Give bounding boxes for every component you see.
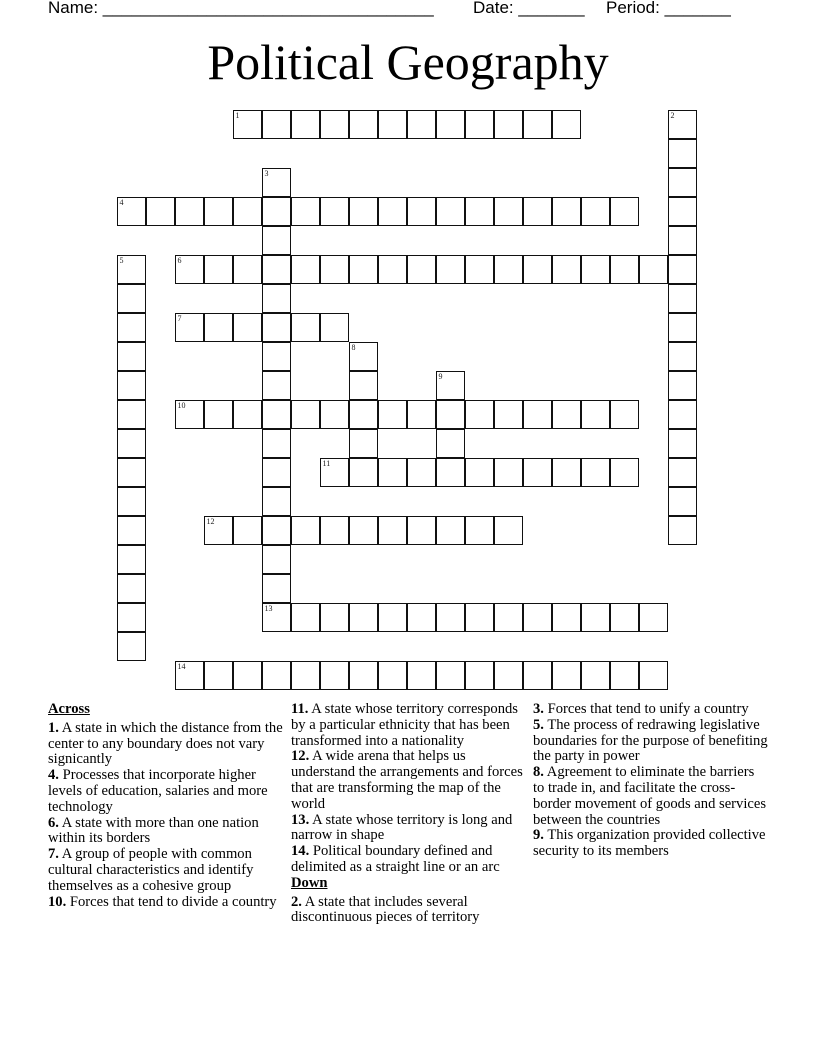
crossword-cell[interactable] — [117, 342, 146, 371]
crossword-cell[interactable] — [639, 661, 668, 690]
clue-number: 7 — [177, 313, 182, 323]
period-field-label[interactable]: Period: _______ — [606, 0, 731, 17]
crossword-cell[interactable] — [523, 603, 552, 632]
clue-across-6: 6. A state with more than one nation within its borders — [48, 814, 259, 847]
crossword-cell[interactable] — [668, 255, 697, 284]
crossword-cell[interactable] — [523, 661, 552, 690]
crossword-cell[interactable] — [552, 255, 581, 284]
crossword-cell[interactable] — [581, 603, 610, 632]
clue-across-4: 4. Processes that incorporate higher levels of education, salaries and more technology — [48, 767, 268, 815]
crossword-cell[interactable] — [378, 255, 407, 284]
crossword-cell[interactable] — [436, 661, 465, 690]
crossword-cell[interactable] — [320, 313, 349, 342]
clue-number: 3 — [264, 168, 269, 178]
crossword-cell[interactable] — [494, 197, 523, 226]
crossword-cell[interactable] — [668, 342, 697, 371]
crossword-cell[interactable] — [175, 400, 204, 429]
crossword-cell[interactable] — [262, 371, 291, 400]
crossword-cell[interactable] — [175, 313, 204, 342]
crossword-cell[interactable] — [262, 342, 291, 371]
crossword-cell[interactable] — [349, 429, 378, 458]
crossword-cell[interactable] — [233, 255, 262, 284]
crossword-cell[interactable] — [436, 516, 465, 545]
crossword-cell[interactable] — [320, 197, 349, 226]
crossword-cell[interactable] — [262, 516, 291, 545]
crossword-cell[interactable] — [552, 661, 581, 690]
crossword-cell[interactable] — [610, 255, 639, 284]
crossword-cell[interactable] — [465, 110, 494, 139]
crossword-cell[interactable] — [291, 110, 320, 139]
down-heading: Down — [291, 874, 328, 891]
crossword-cell[interactable] — [291, 661, 320, 690]
crossword-cell[interactable] — [610, 661, 639, 690]
crossword-cell[interactable] — [581, 458, 610, 487]
crossword-cell[interactable] — [523, 400, 552, 429]
clue-down-8: 8. Agreement to eliminate the barriers to trade in, and facilitate the cross-border movement of goods and services between the countries — [533, 764, 767, 828]
crossword-cell[interactable] — [378, 197, 407, 226]
crossword-cell[interactable] — [407, 110, 436, 139]
crossword-cell[interactable] — [465, 458, 494, 487]
crossword-cell[interactable] — [494, 400, 523, 429]
crossword-cell[interactable] — [378, 661, 407, 690]
across-heading: Across — [48, 701, 90, 717]
crossword-cell[interactable] — [262, 661, 291, 690]
crossword-cell[interactable] — [117, 313, 146, 342]
crossword-cell[interactable] — [320, 603, 349, 632]
crossword-cell[interactable] — [320, 400, 349, 429]
clue-number: 2 — [670, 110, 675, 120]
crossword-cell[interactable] — [378, 400, 407, 429]
crossword-cell[interactable] — [349, 371, 378, 400]
crossword-cell[interactable] — [407, 197, 436, 226]
crossword-cell[interactable] — [291, 313, 320, 342]
crossword-cell[interactable] — [581, 661, 610, 690]
clue-number: 13 — [264, 603, 273, 613]
crossword-cell[interactable] — [117, 516, 146, 545]
crossword-cell[interactable] — [407, 458, 436, 487]
crossword-cell[interactable] — [494, 110, 523, 139]
crossword-cell[interactable] — [668, 400, 697, 429]
crossword-cell[interactable] — [204, 197, 233, 226]
crossword-cell[interactable] — [117, 429, 146, 458]
crossword-cell[interactable] — [262, 197, 291, 226]
crossword-cell[interactable] — [262, 574, 291, 603]
crossword-cell[interactable] — [523, 458, 552, 487]
crossword-cell[interactable] — [320, 110, 349, 139]
crossword-cell[interactable] — [291, 400, 320, 429]
crossword-cell[interactable] — [436, 429, 465, 458]
crossword-cell[interactable] — [465, 255, 494, 284]
crossword-cell[interactable] — [349, 661, 378, 690]
crossword-cell[interactable] — [465, 603, 494, 632]
crossword-cell[interactable] — [117, 574, 146, 603]
crossword-cell[interactable] — [378, 516, 407, 545]
crossword-cell[interactable] — [610, 400, 639, 429]
clue-number: 14 — [177, 661, 186, 671]
crossword-cell[interactable] — [233, 516, 262, 545]
crossword-cell[interactable] — [233, 661, 262, 690]
clue-number: 11 — [322, 458, 331, 468]
crossword-cell[interactable] — [262, 255, 291, 284]
crossword-cell[interactable] — [320, 661, 349, 690]
crossword-cell[interactable] — [262, 603, 291, 632]
crossword-cell[interactable] — [117, 284, 146, 313]
crossword-cell[interactable] — [117, 487, 146, 516]
crossword-cell[interactable] — [407, 516, 436, 545]
crossword-cell[interactable] — [175, 661, 204, 690]
clue-across-13: 13. A state whose territory is long and narrow in shape — [291, 811, 513, 844]
crossword-cell[interactable] — [668, 458, 697, 487]
crossword-cell[interactable] — [494, 255, 523, 284]
crossword-cell[interactable] — [349, 255, 378, 284]
crossword-cell[interactable] — [494, 661, 523, 690]
clue-number: 6 — [177, 255, 182, 265]
crossword-cell[interactable] — [668, 197, 697, 226]
crossword-cell[interactable] — [639, 255, 668, 284]
clues-column-2 — [291, 702, 527, 926]
crossword-cell[interactable] — [291, 603, 320, 632]
clue-number: 8 — [351, 342, 356, 352]
crossword-cell[interactable] — [407, 255, 436, 284]
crossword-cell[interactable] — [668, 313, 697, 342]
crossword-cell[interactable] — [436, 110, 465, 139]
crossword-cell[interactable] — [668, 110, 697, 139]
crossword-cell[interactable] — [668, 429, 697, 458]
crossword-cell[interactable] — [262, 284, 291, 313]
crossword-cell[interactable] — [668, 487, 697, 516]
crossword-cell[interactable] — [465, 400, 494, 429]
crossword-cell[interactable] — [291, 197, 320, 226]
crossword-cell[interactable] — [204, 400, 233, 429]
crossword-cell[interactable] — [407, 661, 436, 690]
clue-across-11: 11. A state whose territory corresponds by a particular ethnicity that has been transformed into a nationality — [291, 701, 518, 749]
crossword-cell[interactable] — [668, 226, 697, 255]
crossword-cell[interactable] — [117, 400, 146, 429]
date-field-label[interactable]: Date: _______ — [473, 0, 585, 17]
crossword-cell[interactable] — [378, 603, 407, 632]
crossword-cell[interactable] — [262, 458, 291, 487]
crossword-cell[interactable] — [552, 110, 581, 139]
crossword-cell[interactable] — [436, 255, 465, 284]
crossword-cell[interactable] — [233, 400, 262, 429]
crossword-cell[interactable] — [117, 603, 146, 632]
crossword-cell[interactable] — [349, 110, 378, 139]
crossword-cell[interactable] — [465, 661, 494, 690]
crossword-cell[interactable] — [262, 110, 291, 139]
crossword-cell[interactable] — [581, 255, 610, 284]
clue-across-1: 1. A state in which the distance from the center to any boundary does not vary signicantly — [48, 719, 283, 768]
crossword-cell[interactable] — [349, 400, 378, 429]
crossword-cell[interactable] — [349, 603, 378, 632]
crossword-cell[interactable] — [349, 197, 378, 226]
crossword-cell[interactable] — [262, 429, 291, 458]
crossword-cell[interactable] — [436, 197, 465, 226]
crossword-cell[interactable] — [407, 400, 436, 429]
crossword-cell[interactable] — [465, 516, 494, 545]
clue-down-9: 9. This organization provided collective security to its members — [533, 827, 766, 860]
crossword-cell[interactable] — [581, 197, 610, 226]
clue-down-2: 2. A state that includes several discontinuous pieces of territory — [291, 893, 480, 926]
crossword-cell[interactable] — [320, 458, 349, 487]
crossword-cell[interactable] — [204, 516, 233, 545]
crossword-cell[interactable] — [668, 371, 697, 400]
crossword-cell[interactable] — [175, 255, 204, 284]
crossword-cell[interactable] — [233, 313, 262, 342]
clue-across-14: 14. Political boundary defined and delimited as a straight line or an arc — [291, 843, 500, 875]
crossword-cell[interactable] — [204, 661, 233, 690]
crossword-cell[interactable] — [117, 545, 146, 574]
crossword-cell[interactable] — [610, 458, 639, 487]
crossword-cell[interactable] — [262, 226, 291, 255]
crossword-cell[interactable] — [204, 313, 233, 342]
crossword-cell[interactable] — [436, 400, 465, 429]
clues-column-3 — [533, 702, 769, 860]
clue-number: 9 — [438, 371, 443, 381]
crossword-cell[interactable] — [378, 110, 407, 139]
crossword-cell[interactable] — [639, 603, 668, 632]
clue-number: 10 — [177, 400, 186, 410]
crossword-cell[interactable] — [291, 516, 320, 545]
clue-across-7: 7. A group of people with common cultural characteristics and identify themselves as a cohesive group — [48, 846, 254, 894]
crossword-cell[interactable] — [320, 255, 349, 284]
crossword-cell[interactable] — [378, 458, 407, 487]
crossword-cell[interactable] — [436, 603, 465, 632]
crossword-cell[interactable] — [117, 632, 146, 661]
crossword-cell[interactable] — [117, 197, 146, 226]
crossword-cell[interactable] — [204, 255, 233, 284]
crossword-cell[interactable] — [262, 545, 291, 574]
crossword-cell[interactable] — [552, 197, 581, 226]
crossword-cell[interactable] — [146, 197, 175, 226]
crossword-cell[interactable] — [233, 197, 262, 226]
crossword-cell[interactable] — [262, 168, 291, 197]
clue-down-3: 3. Forces that tend to unify a country — [533, 701, 749, 717]
crossword-cell[interactable] — [175, 197, 204, 226]
crossword-cell[interactable] — [291, 255, 320, 284]
crossword-cell[interactable] — [494, 516, 523, 545]
crossword-cell[interactable] — [320, 516, 349, 545]
crossword-cell[interactable] — [523, 110, 552, 139]
crossword-cell[interactable] — [668, 284, 697, 313]
crossword-cell[interactable] — [552, 458, 581, 487]
clue-number: 4 — [119, 197, 124, 207]
crossword-cell[interactable] — [436, 371, 465, 400]
crossword-cell[interactable] — [494, 458, 523, 487]
clues-column-1 — [48, 702, 283, 910]
clue-number: 1 — [235, 110, 240, 120]
crossword-cell[interactable] — [117, 255, 146, 284]
clue-down-5: 5. The process of redrawing legislative boundaries for the purpose of benefiting the party in power — [533, 716, 768, 765]
crossword-cell[interactable] — [668, 168, 697, 197]
crossword-cell[interactable] — [349, 458, 378, 487]
crossword-cell[interactable] — [465, 197, 494, 226]
crossword-cell[interactable] — [349, 342, 378, 371]
crossword-cell[interactable] — [668, 516, 697, 545]
crossword-cell[interactable] — [494, 603, 523, 632]
clue-number: 5 — [119, 255, 124, 265]
name-field-label[interactable]: Name: ___________________________________ — [48, 0, 434, 17]
crossword-cell[interactable] — [262, 313, 291, 342]
crossword-cell[interactable] — [117, 371, 146, 400]
clue-across-10: 10. Forces that tend to divide a country — [48, 893, 277, 910]
crossword-cell[interactable] — [552, 400, 581, 429]
crossword-cell[interactable] — [552, 603, 581, 632]
crossword-cell[interactable] — [407, 603, 436, 632]
clue-across-12: 12. A wide arena that helps us understand the arrangements and forces that are transforming the map of the world — [291, 748, 523, 812]
crossword-cell[interactable] — [523, 255, 552, 284]
crossword-cell[interactable] — [610, 197, 639, 226]
crossword-cell[interactable] — [581, 400, 610, 429]
clue-number: 12 — [206, 516, 215, 526]
crossword-cell[interactable] — [262, 487, 291, 516]
crossword-cell[interactable] — [349, 516, 378, 545]
page-title: Political Geography — [207, 34, 609, 90]
crossword-cell[interactable] — [610, 603, 639, 632]
crossword-cell[interactable] — [262, 400, 291, 429]
crossword-cell[interactable] — [523, 197, 552, 226]
crossword-cell[interactable] — [233, 110, 262, 139]
crossword-cell[interactable] — [436, 458, 465, 487]
crossword-cell[interactable] — [668, 139, 697, 168]
crossword-cell[interactable] — [117, 458, 146, 487]
